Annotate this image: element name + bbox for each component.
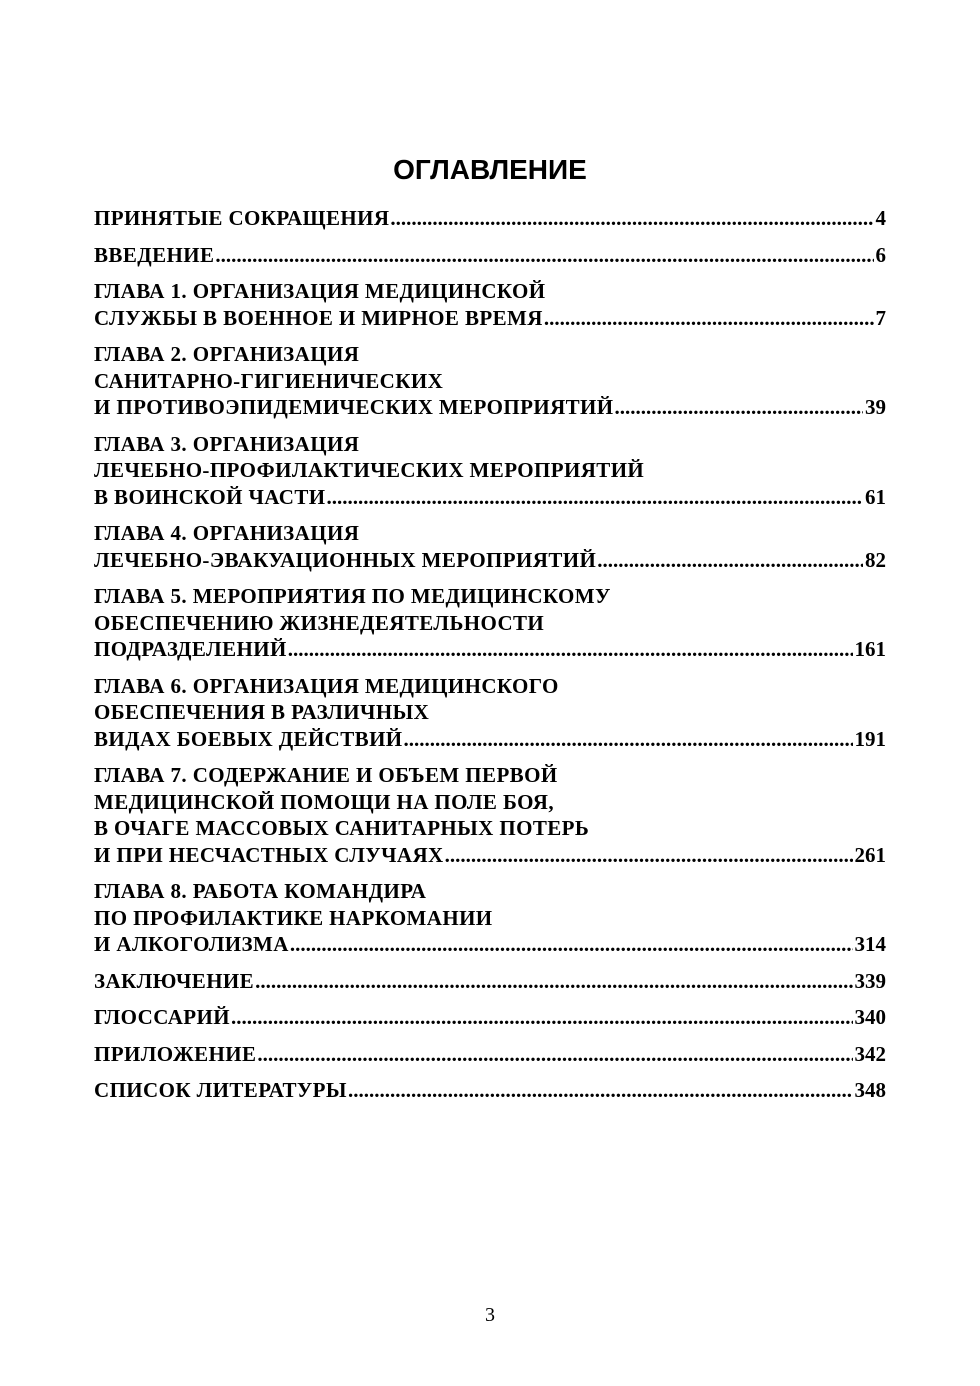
toc-page-number: 4	[875, 206, 886, 230]
toc-entry-chapter-6[interactable]	[94, 673, 886, 753]
toc-entry-chapter-1[interactable]	[94, 278, 886, 331]
dot-leader	[348, 1077, 853, 1104]
dot-leader	[544, 305, 874, 332]
toc-entry-title-line: ПО ПРОФИЛАКТИКЕ НАРКОМАНИИ	[94, 905, 493, 930]
toc-page-number: 7	[875, 305, 886, 330]
toc-page-number: 339	[854, 968, 886, 993]
toc-entry-title-line: МЕДИЦИНСКОЙ ПОМОЩИ НА ПОЛЕ БОЯ,	[94, 789, 554, 814]
toc-entry-title-line: ГЛАВА 6. ОРГАНИЗАЦИЯ МЕДИЦИНСКОГО	[94, 673, 559, 698]
toc-page-number: 261	[854, 842, 886, 867]
toc-page-number: 191	[854, 726, 886, 751]
page-number: 3	[485, 1304, 495, 1326]
toc-entry-last-line	[94, 305, 886, 332]
toc-entry-last-line	[94, 394, 886, 421]
toc-entry-chapter-7[interactable]	[94, 762, 886, 868]
toc-page-number: 348	[854, 1078, 886, 1102]
toc-entry-title: СЛУЖБЫ В ВОЕННОЕ И МИРНОЕ ВРЕМЯ	[94, 305, 543, 330]
toc-page-number: 82	[865, 547, 886, 572]
dot-leader	[215, 242, 873, 269]
toc-page-number: 6	[875, 242, 886, 267]
toc-page-number: 39	[865, 395, 886, 419]
dot-leader	[231, 1004, 853, 1031]
toc-entry-last-line	[94, 636, 886, 663]
toc-entry-conclusion[interactable]	[94, 968, 886, 995]
dot-leader	[597, 547, 863, 574]
toc-entry-last-line	[94, 931, 886, 958]
toc-entry-title: ВИДАХ БОЕВЫХ ДЕЙСТВИЙ	[94, 726, 403, 751]
toc-page-number: 314	[854, 932, 886, 956]
toc-page-number: 340	[854, 1005, 886, 1029]
dot-leader	[288, 636, 853, 663]
toc-entry-title: И АЛКОГОЛИЗМА	[94, 932, 289, 956]
toc-entry-last-line	[94, 842, 886, 869]
toc-entry-title-line: ЛЕЧЕБНО-ПРОФИЛАКТИЧЕСКИХ МЕРОПРИЯТИЙ	[94, 458, 645, 482]
toc-entry-title-line: ГЛАВА 8. РАБОТА КОМАНДИРА	[94, 879, 427, 903]
toc-entry-title: СПИСОК ЛИТЕРАТУРЫ	[94, 1078, 347, 1102]
dot-leader	[390, 205, 873, 232]
toc-entry-title-line: ОБЕСПЕЧЕНИЮ ЖИЗНЕДЕЯТЕЛЬНОСТИ	[94, 610, 545, 635]
toc-entry-glossary[interactable]	[94, 1004, 886, 1031]
toc-entry-chapter-4[interactable]	[94, 520, 886, 573]
toc-entry-title: ПОДРАЗДЕЛЕНИЙ	[94, 637, 287, 661]
dot-leader	[327, 484, 864, 511]
toc-entry-title: ЗАКЛЮЧЕНИЕ	[94, 968, 255, 993]
toc-entry-title-line: САНИТАРНО-ГИГИЕНИЧЕСКИХ	[94, 368, 444, 393]
toc-entry-appendix[interactable]	[94, 1041, 886, 1068]
toc-entry-title-line: ОБЕСПЕЧЕНИЯ В РАЗЛИЧНЫХ	[94, 700, 430, 724]
toc-entry-title: ЛЕЧЕБНО-ЭВАКУАЦИОННЫХ МЕРОПРИЯТИЙ	[94, 547, 597, 572]
toc-entry-title-line: ГЛАВА 3. ОРГАНИЗАЦИЯ	[94, 431, 360, 456]
toc-entry-title-line: ГЛАВА 5. МЕРОПРИЯТИЯ ПО МЕДИЦИНСКОМУ	[94, 584, 611, 608]
toc-entry-introduction[interactable]	[94, 242, 886, 269]
dot-leader	[290, 931, 853, 958]
toc-entry-last-line	[94, 205, 886, 232]
toc-entry-title: ВВЕДЕНИЕ	[94, 242, 215, 267]
dot-leader	[404, 726, 853, 753]
toc-entry-title-line: ГЛАВА 1. ОРГАНИЗАЦИЯ МЕДИЦИНСКОЙ	[94, 279, 546, 303]
dot-leader	[445, 842, 853, 869]
toc-title: ОГЛАВЛЕНИЕ	[393, 154, 587, 185]
toc-entry-last-line	[94, 726, 886, 753]
toc-entry-chapter-3[interactable]	[94, 431, 886, 511]
dot-leader	[615, 394, 863, 421]
toc-entry-chapter-5[interactable]	[94, 583, 886, 663]
toc-entry-abbreviations[interactable]	[94, 205, 886, 232]
toc-entry-last-line	[94, 242, 886, 269]
toc-entry-title: ГЛОССАРИЙ	[94, 1005, 230, 1029]
toc-entry-chapter-2[interactable]	[94, 341, 886, 421]
toc-entry-title: И ПРИ НЕСЧАСТНЫХ СЛУЧАЯХ	[94, 842, 444, 867]
toc-entry-last-line	[94, 484, 886, 511]
toc-entry-title-line: ГЛАВА 2. ОРГАНИЗАЦИЯ	[94, 342, 360, 366]
toc-entry-references[interactable]	[94, 1077, 886, 1104]
toc-entry-last-line	[94, 1077, 886, 1104]
toc-entry-last-line	[94, 1004, 886, 1031]
toc-entry-title: ПРИНЯТЫЕ СОКРАЩЕНИЯ	[94, 206, 390, 230]
toc-entry-title-line: ГЛАВА 4. ОРГАНИЗАЦИЯ	[94, 521, 360, 545]
toc-entry-chapter-8[interactable]	[94, 878, 886, 958]
toc-entry-last-line	[94, 968, 886, 995]
toc-entry-title: И ПРОТИВОЭПИДЕМИЧЕСКИХ МЕРОПРИЯТИЙ	[94, 395, 614, 419]
toc-page-number: 342	[854, 1041, 886, 1066]
toc-entry-title: В ВОИНСКОЙ ЧАСТИ	[94, 484, 326, 509]
toc-page-number: 61	[865, 484, 886, 509]
toc-entry-title-line: В ОЧАГЕ МАССОВЫХ САНИТАРНЫХ ПОТЕРЬ	[94, 816, 590, 840]
dot-leader	[257, 1041, 852, 1068]
toc-entry-last-line	[94, 547, 886, 574]
toc-entry-title-line: ГЛАВА 7. СОДЕРЖАНИЕ И ОБЪЕМ ПЕРВОЙ	[94, 763, 558, 787]
toc-entry-last-line	[94, 1041, 886, 1068]
table-of-contents	[94, 205, 886, 1114]
toc-entry-title: ПРИЛОЖЕНИЕ	[94, 1041, 257, 1066]
toc-page-number: 161	[854, 637, 886, 661]
dot-leader	[255, 968, 852, 995]
